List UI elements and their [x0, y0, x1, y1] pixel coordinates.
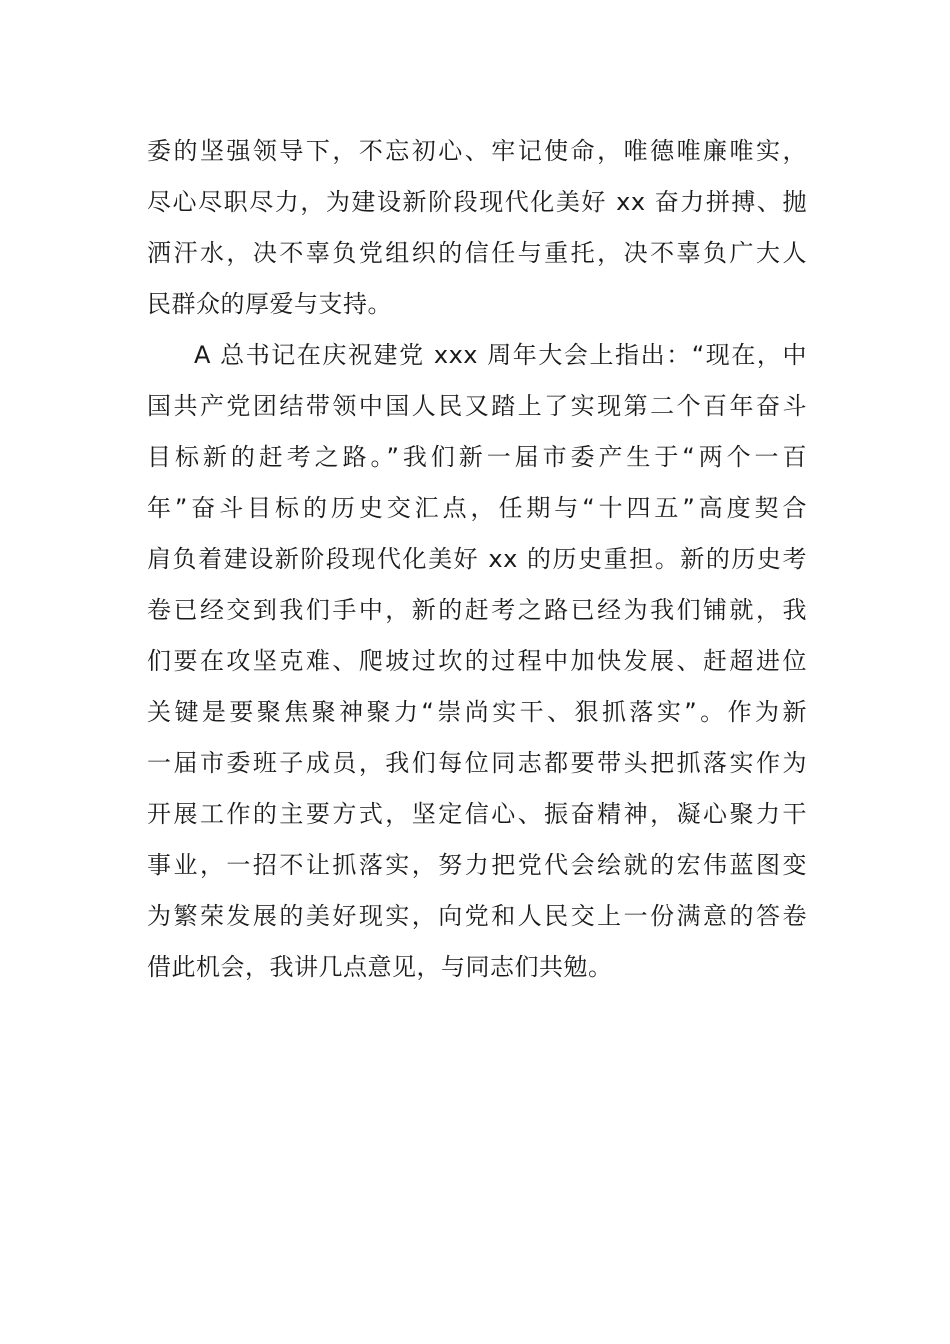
- text-line: 年”奋斗目标的历史交汇点，任期与“十四五”高度契合: [147, 494, 807, 522]
- text-line: 事业，一招不让抓落实，努力把党代会绘就的宏伟蓝图变: [147, 851, 807, 879]
- text-line: 国共产党团结带领中国人民又踏上了实现第二个百年奋斗: [147, 392, 807, 420]
- text-line: 卷已经交到我们手中，新的赶考之路已经为我们铺就，我: [147, 596, 807, 624]
- text-line: 洒汗水，决不辜负党组织的信任与重托，决不辜负广大人: [147, 239, 807, 267]
- text-line: 肩负着建设新阶段现代化美好 xx 的历史重担。新的历史考: [147, 545, 807, 573]
- text-line: 一届市委班子成员，我们每位同志都要带头把抓落实作为: [147, 749, 807, 777]
- text-line: 们要在攻坚克难、爬坡过坎的过程中加快发展、赶超进位: [147, 647, 807, 675]
- paragraph-first-line: A 总书记在庆祝建党 xxx 周年大会上指出：“现在，中: [194, 341, 807, 369]
- text-line: 委的坚强领导下，不忘初心、牢记使命，唯德唯廉唯实，: [147, 137, 807, 165]
- text-line: 目标新的赶考之路。”我们新一届市委产生于“两个一百: [147, 443, 807, 471]
- text-line: 民群众的厚爱与支持。: [147, 290, 392, 318]
- text-line: 尽心尽职尽力，为建设新阶段现代化美好 xx 奋力拼搏、抛: [147, 188, 807, 216]
- text-line: 借此机会，我讲几点意见，与同志们共勉。: [147, 953, 613, 981]
- text-line: 为繁荣发展的美好现实，向党和人民交上一份满意的答卷: [147, 902, 807, 930]
- text-line: 开展工作的主要方式，坚定信心、振奋精神，凝心聚力干: [147, 800, 807, 828]
- document-body: [147, 126, 807, 993]
- text-line: 关键是要聚焦聚神聚力“崇尚实干、狠抓落实”。作为新: [147, 698, 807, 726]
